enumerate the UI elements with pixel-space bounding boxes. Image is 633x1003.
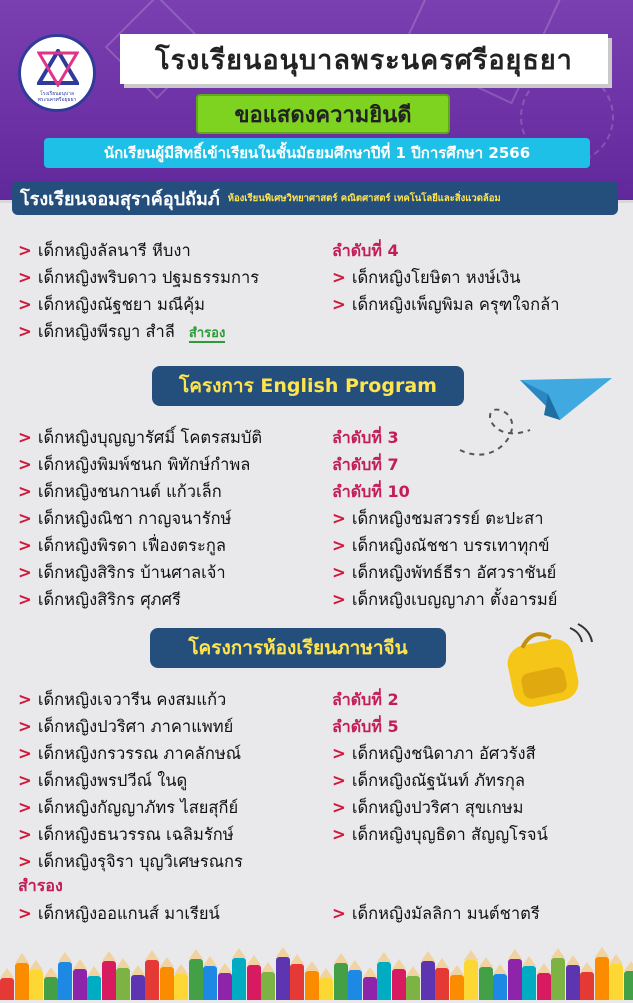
list-item: > เด็กหญิงพรปวีณ์ ในดู bbox=[18, 767, 243, 794]
pencil-shape bbox=[537, 973, 551, 1000]
chinese-program-banner bbox=[150, 628, 446, 668]
school-logo-icon bbox=[18, 34, 96, 112]
pencil-shape bbox=[276, 957, 290, 1000]
list-item: > เด็กหญิงโยษิตา หงษ์เงิน bbox=[332, 264, 560, 291]
science-right-list bbox=[332, 237, 560, 318]
school-title-banner bbox=[120, 34, 608, 84]
list-item: > เด็กหญิงชมสวรรย์ ตะปะสา bbox=[332, 505, 557, 532]
list-item: > เด็กหญิงบุญญารัศมิ์ โคตรสมบัติ bbox=[18, 424, 262, 451]
logo-caption: โรงเรียนอนุบาลพระนครศรีอยุธยา bbox=[27, 91, 87, 103]
rank-label: ลำดับที่ 3 bbox=[332, 424, 557, 451]
pencil-shape bbox=[493, 974, 507, 1000]
subtitle-text: นักเรียนผู้มีสิทธิ์เข้าเรียนในชั้นมัธยมศึกษาปีที่ 1 ปีการศึกษา 2566 bbox=[104, 141, 530, 165]
pencil-shape bbox=[508, 959, 522, 1000]
science-left-list bbox=[18, 237, 259, 345]
pencil-shape bbox=[87, 976, 101, 1000]
list-item: > เด็กหญิงพริบดาว ปฐมธรรมการ bbox=[18, 264, 259, 291]
subtitle-banner bbox=[44, 138, 590, 168]
list-item: > เด็กหญิงเจวารีน คงสมแก้ว bbox=[18, 686, 243, 713]
pencil-shape bbox=[421, 961, 435, 1000]
pencil-shape bbox=[348, 970, 362, 1000]
pencil-shape bbox=[435, 968, 449, 1000]
english-right-list bbox=[332, 424, 557, 613]
pencil-shape bbox=[102, 961, 116, 1000]
rank-label: ลำดับที่ 10 bbox=[332, 478, 557, 505]
pencil-shape bbox=[58, 962, 72, 1000]
pencil-shape bbox=[290, 964, 304, 1000]
list-item: > เด็กหญิงลัลนารี หีบงา bbox=[18, 237, 259, 264]
list-item: > เด็กหญิงกัญญาภัทร ไสยสุกีย์ bbox=[18, 794, 243, 821]
target-school-name: โรงเรียนจอมสุราค์อุปถัมภ์ bbox=[20, 184, 220, 213]
pencil-shape bbox=[319, 978, 333, 1000]
list-item: > เด็กหญิงเพ็ญพิมล ครุฑใจกล้า bbox=[332, 291, 560, 318]
list-item: > เด็กหญิงณัฐนันท์ ภัทรกุล bbox=[332, 767, 548, 794]
list-item: > เด็กหญิงชนิดาภา อัศวรังสี bbox=[332, 740, 548, 767]
list-item: > เด็กหญิงมัลลิกา มนต์ชาตรี bbox=[332, 900, 540, 927]
chinese-program-title: โครงการห้องเรียนภาษาจีน bbox=[188, 633, 407, 663]
list-item: > เด็กหญิงเบญญาภา ตั้งอารมย์ bbox=[332, 586, 557, 613]
colored-pencils-decoration bbox=[0, 945, 633, 1000]
pencil-shape bbox=[479, 967, 493, 1000]
list-item: > เด็กหญิงณิชา กาญจนารักษ์ bbox=[18, 505, 262, 532]
pencil-shape bbox=[450, 975, 464, 1000]
congrats-banner bbox=[196, 94, 450, 134]
rank-label: ลำดับที่ 7 bbox=[332, 451, 557, 478]
list-item: > เด็กหญิงบุญธิดา สัญญโรจน์ bbox=[332, 821, 548, 848]
pencil-shape bbox=[392, 969, 406, 1000]
reserve-heading: สำรอง bbox=[18, 874, 63, 899]
english-program-title: โครงการ English Program bbox=[179, 371, 437, 401]
reserve-left-list bbox=[18, 900, 220, 927]
chinese-left-list bbox=[18, 686, 243, 875]
chinese-right-list bbox=[332, 686, 548, 848]
pencil-shape bbox=[73, 969, 87, 1000]
pencil-shape bbox=[406, 976, 420, 1000]
list-item: > เด็กหญิงปวริศา ภาคาแพทย์ bbox=[18, 713, 243, 740]
pencil-shape bbox=[464, 960, 478, 1000]
list-item: > เด็กหญิงณัฐชยา มณีคุ้ม bbox=[18, 291, 259, 318]
pencil-shape bbox=[160, 967, 174, 1000]
list-item: > เด็กหญิงสิริกร ศุภศรี bbox=[18, 586, 262, 613]
list-item: > เด็กหญิงรุจิรา บุญวิเศษรณกร bbox=[18, 848, 243, 875]
list-item: > เด็กหญิงธนวรรณ เฉลิมรักษ์ bbox=[18, 821, 243, 848]
congrats-text: ขอแสดงความยินดี bbox=[234, 97, 411, 132]
list-item: > เด็กหญิงสิริกร บ้านศาลเจ้า bbox=[18, 559, 262, 586]
pencil-shape bbox=[15, 963, 29, 1000]
pencil-shape bbox=[261, 972, 275, 1000]
pencil-shape bbox=[551, 958, 565, 1000]
pencil-shape bbox=[363, 977, 377, 1000]
school-title: โรงเรียนอนุบาลพระนครศรีอยุธยา bbox=[155, 38, 573, 81]
pencil-shape bbox=[145, 960, 159, 1000]
pencil-shape bbox=[189, 959, 203, 1000]
pencil-shape bbox=[0, 978, 14, 1000]
english-program-banner bbox=[152, 366, 464, 406]
pencil-shape bbox=[305, 971, 319, 1000]
pencil-shape bbox=[580, 972, 594, 1000]
list-item: > เด็กหญิงพิมพ์ชนก พิทักษ์กำพล bbox=[18, 451, 262, 478]
target-program-name: ห้องเรียนพิเศษวิทยาศาสตร์ คณิตศาสตร์ เทคโนโลยีและสิ่งแวดล้อม bbox=[228, 191, 501, 206]
list-item: > เด็กหญิงพิรดา เฟื่องตระกูล bbox=[18, 532, 262, 559]
pencil-shape bbox=[131, 975, 145, 1000]
pencil-shape bbox=[174, 974, 188, 1000]
rank-label: ลำดับที่ 4 bbox=[332, 237, 560, 264]
reserve-tag: สำรอง bbox=[189, 326, 225, 343]
rank-label: ลำดับที่ 2 bbox=[332, 686, 548, 713]
pencil-shape bbox=[334, 963, 348, 1000]
target-school-banner bbox=[12, 181, 618, 215]
pencil-shape bbox=[44, 977, 58, 1000]
list-item: > เด็กหญิงพีรญา สำลี สำรอง bbox=[18, 318, 259, 345]
pencil-shape bbox=[522, 966, 536, 1000]
pencil-shape bbox=[29, 970, 43, 1000]
reserve-right-list bbox=[332, 900, 540, 927]
list-item: > เด็กหญิงกรวรรณ ภาคลักษณ์ bbox=[18, 740, 243, 767]
pencil-shape bbox=[595, 957, 609, 1000]
list-item: > เด็กหญิงณัชชา บรรเทาทุกข์ bbox=[332, 532, 557, 559]
list-item: > เด็กหญิงปวริศา สุขเกษม bbox=[332, 794, 548, 821]
pencil-shape bbox=[609, 964, 623, 1000]
pencil-shape bbox=[116, 968, 130, 1000]
english-left-list bbox=[18, 424, 262, 613]
rank-label: ลำดับที่ 5 bbox=[332, 713, 548, 740]
pencil-shape bbox=[232, 958, 246, 1000]
list-item: > เด็กหญิงพัทธ์ธีรา อัศวราชันย์ bbox=[332, 559, 557, 586]
pencil-shape bbox=[247, 965, 261, 1000]
list-item: > เด็กหญิงชนกานต์ แก้วเล็ก bbox=[18, 478, 262, 505]
pencil-shape bbox=[624, 971, 633, 1000]
pencil-shape bbox=[377, 962, 391, 1000]
pencil-shape bbox=[203, 966, 217, 1000]
pencil-shape bbox=[566, 965, 580, 1000]
list-item: > เด็กหญิงออแกนส์ มาเรียน์ bbox=[18, 900, 220, 927]
pencil-shape bbox=[218, 973, 232, 1000]
